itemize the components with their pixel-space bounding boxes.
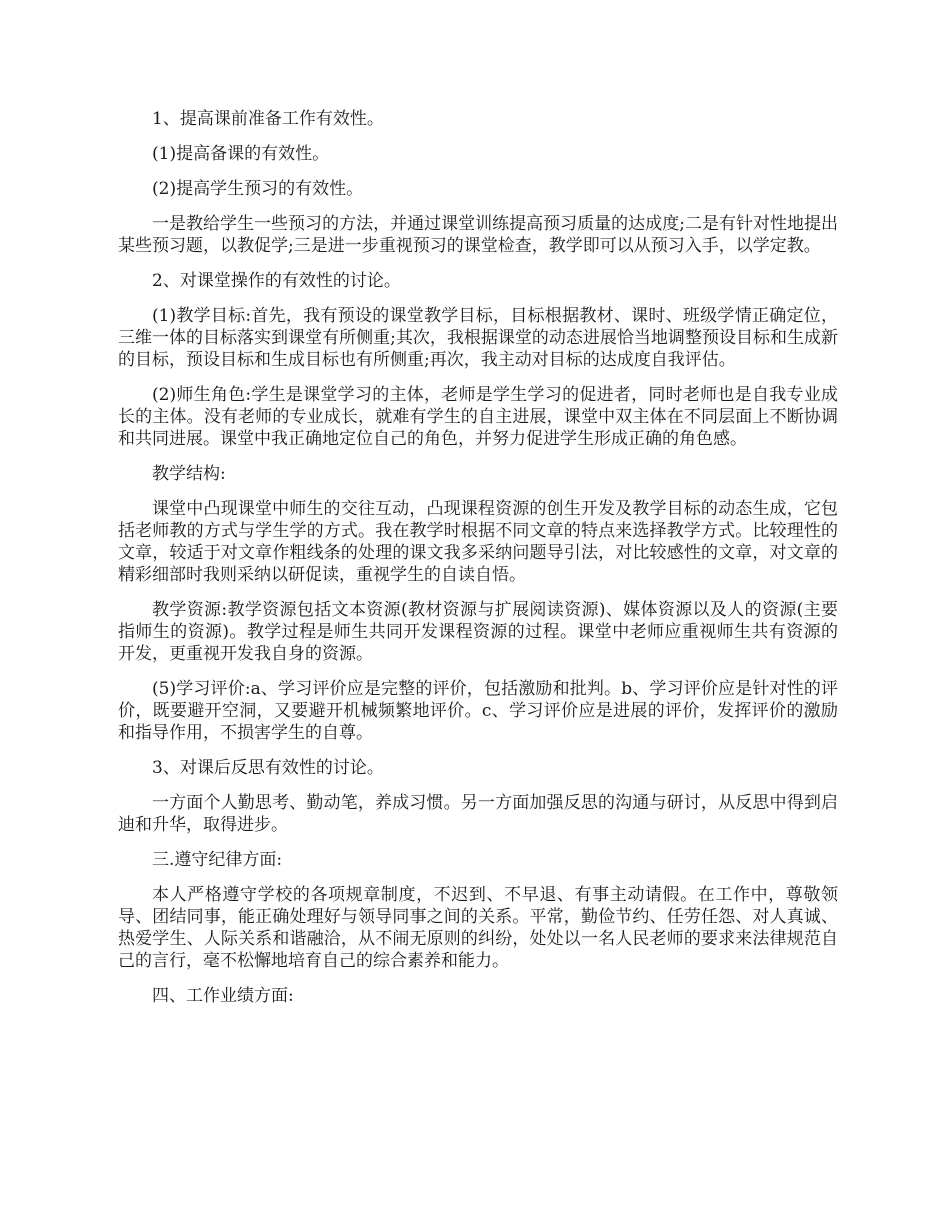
section-heading-achievements: 四、工作业绩方面: (152, 986, 294, 1006)
paragraph-teaching-resources: 教学资源:教学资源包括文本资源(教材资源与扩展阅读资源)、媒体资源以及人的资源(主要指师生的资源)。教学过程是师生共同开发课程资源的过程。课堂中老师应重视师生共有资源的开发，更重视开发我自身的资源。 (118, 600, 838, 664)
paragraph-discipline: 本人严格遵守学校的各项规章制度，不迟到、不早退、有事主动请假。在工作中，尊敬领导、团结同事，能正确处理好与领导同事之间的关系。平常，勤俭节约、任劳任怨、对人真诚、热爱学生、人际关系和谐融洽，从不闹无原则的纠纷，处处以一名人民老师的要求来法律规范自己的言行，毫不松懈地培育自己的综合素养和能力。 (118, 885, 838, 971)
document-page (118, 108, 838, 1020)
heading-2: 2、对课堂操作的有效性的讨论。 (152, 271, 401, 291)
section-heading-discipline: 三.遵守纪律方面: (152, 850, 283, 870)
subheading-1-1: (1)提高备课的有效性。 (152, 144, 330, 164)
heading-1: 1、提高课前准备工作有效性。 (152, 109, 384, 129)
heading-3: 3、对课后反思有效性的讨论。 (152, 758, 384, 778)
paragraph-preview-methods: 一是教给学生一些预习的方法，并通过课堂训练提高预习质量的达成度;二是有针对性地提出某些预习题，以教促学;三是进一步重视预习的课堂检查，教学即可以从预习入手，以学定教。 (118, 214, 838, 256)
paragraph-teaching-goals: (1)教学目标:首先，我有预设的课堂教学目标，目标根据教材、课时、班级学情正确定位，三维一体的目标落实到课堂有所侧重;其次，我根据课堂的动态进展恰当地调整预设目标和生成新的目标，预设目标和生成目标也有所侧重;再次，我主动对目标的达成度自我评估。 (118, 306, 838, 370)
paragraph-learning-evaluation: (5)学习评价:a、学习评价应是完整的评价，包括激励和批判。b、学习评价应是针对性的评价，既要避开空洞，又要避开机械频繁地评价。c、学习评价应是进展的评价，发挥评价的激励和指导作用，不损害学生的自尊。 (118, 679, 838, 743)
paragraph-teacher-student-roles: (2)师生角色:学生是课堂学习的主体，老师是学生学习的促进者，同时老师也是自我专业成长的主体。没有老师的专业成长，就难有学生的自主进展，课堂中双主体在不同层面上不断协调和共同进展。课堂中我正确地定位自己的角色，并努力促进学生形成正确的角色感。 (118, 385, 838, 449)
subheading-teaching-structure: 教学结构: (152, 464, 226, 484)
subheading-1-2: (2)提高学生预习的有效性。 (152, 179, 364, 199)
paragraph-reflection: 一方面个人勤思考、勤动笔，养成习惯。另一方面加强反思的沟通与研讨，从反思中得到启迪和升华，取得进步。 (118, 793, 838, 835)
paragraph-teaching-structure: 课堂中凸现课堂中师生的交往互动，凸现课程资源的创生开发及教学目标的动态生成，它包括老师教的方式与学生学的方式。我在教学时根据不同文章的特点来选择教学方式。比较理性的文章，较适于对文章作粗线条的处理的课文我多采纳问题导引法，对比较感性的文章，对文章的精彩细部时我则采纳以研促读，重视学生的自读自悟。 (118, 499, 838, 585)
